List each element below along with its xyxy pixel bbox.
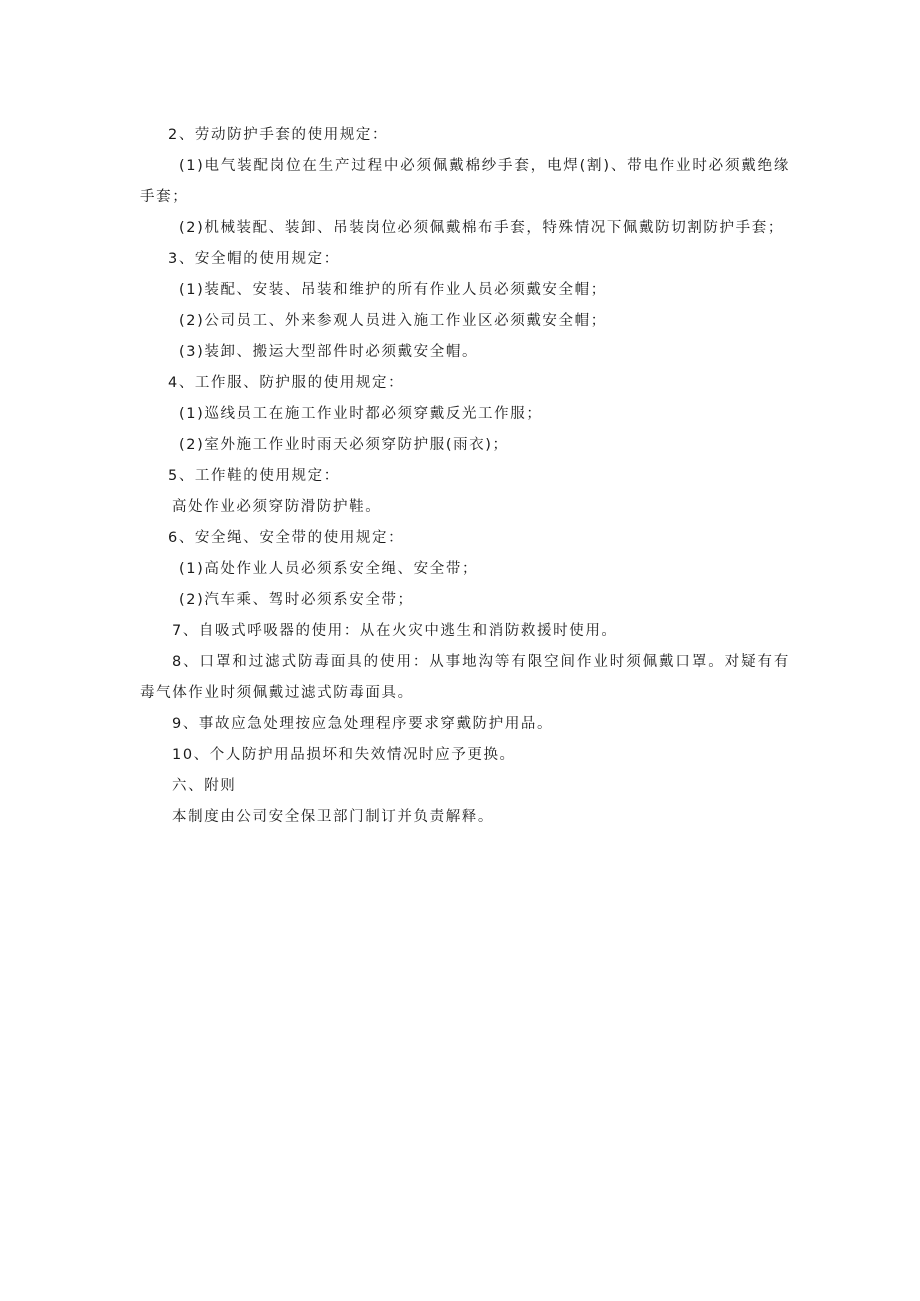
harness-item-1: (1)高处作业人员必须系安全绳、安全带； — [179, 561, 479, 577]
helmet-item-2: (2)公司员工、外来参观人员进入施工作业区必须戴安全帽； — [179, 313, 607, 329]
document-body — [140, 120, 800, 833]
heading-workwear: 4、工作服、防护服的使用规定： — [168, 375, 405, 391]
item-mask: 8、口罩和过滤式防毒面具的使用：从事地沟等有限空间作业时须佩戴口罩。对疑有有毒气体作业时须佩戴过滤式防毒面具。 — [140, 654, 790, 701]
harness-item-2: (2)汽车乘、驾时必须系安全带； — [179, 592, 414, 608]
item-emergency: 9、事故应急处理按应急处理程序要求穿戴防护用品。 — [172, 716, 554, 732]
gloves-item-1: (1)电气装配岗位在生产过程中必须佩戴棉纱手套，电焊(割)、带电作业时必须戴绝缘手套； — [140, 158, 790, 205]
helmet-item-3: (3)装卸、搬运大型部件时必须戴安全帽。 — [179, 344, 479, 360]
helmet-item-1: (1)装配、安装、吊装和维护的所有作业人员必须戴安全帽； — [179, 282, 607, 298]
shoes-text: 高处作业必须穿防滑防护鞋。 — [172, 499, 382, 515]
appendix-text: 本制度由公司安全保卫部门制订并负责解释。 — [172, 809, 494, 825]
item-replacement: 10、个人防护用品损坏和失效情况时应予更换。 — [172, 747, 516, 763]
heading-harness: 6、安全绳、安全带的使用规定： — [168, 530, 405, 546]
workwear-item-1: (1)巡线员工在施工作业时都必须穿戴反光工作服； — [179, 406, 543, 422]
heading-appendix: 六、附则 — [172, 778, 237, 794]
heading-helmet: 3、安全帽的使用规定： — [168, 251, 340, 267]
workwear-item-2: (2)室外施工作业时雨天必须穿防护服(雨衣)； — [179, 437, 509, 453]
heading-gloves: 2、劳动防护手套的使用规定： — [168, 127, 389, 143]
item-respirator: 7、自吸式呼吸器的使用：从在火灾中逃生和消防救援时使用。 — [172, 623, 618, 639]
gloves-item-2: (2)机械装配、装卸、吊装岗位必须佩戴棉布手套，特殊情况下佩戴防切割防护手套； — [179, 220, 784, 236]
heading-shoes: 5、工作鞋的使用规定： — [168, 468, 340, 484]
